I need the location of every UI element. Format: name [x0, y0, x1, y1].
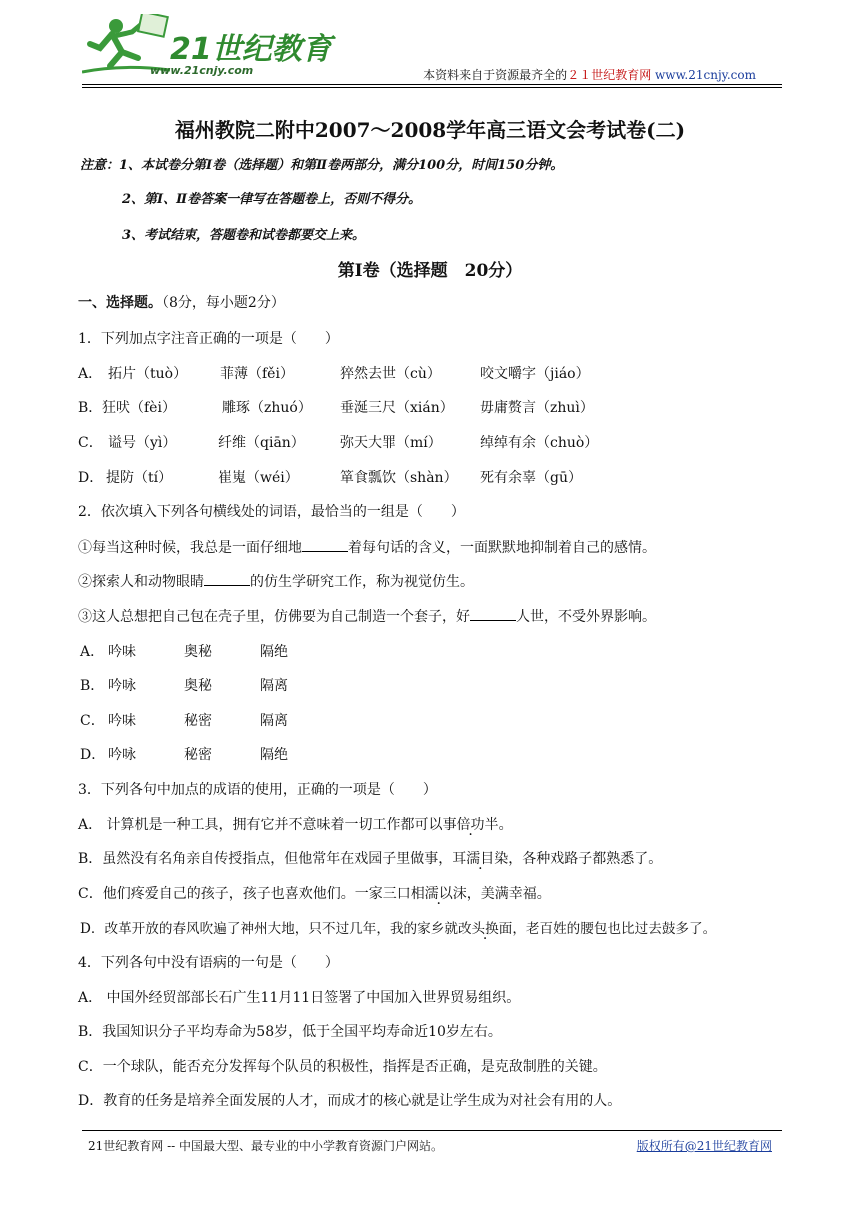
q1-option-b [78, 397, 594, 417]
option-label: A． [80, 644, 105, 660]
footer-copyright-link[interactable]: 版权所有@21世纪教育网 [636, 1139, 772, 1153]
option-item: 吟味 [108, 713, 136, 729]
footer-text: 21世纪教育网 -- 中国最大型、最专业的中小学教育资源门户网站。 [88, 1139, 444, 1153]
option-item: 吟咏 [108, 678, 136, 694]
option-item: 隔绝 [260, 644, 288, 660]
part-heading-title: 一、选择题。 [78, 295, 162, 311]
header-note-url[interactable]: www.21cnjy.com [655, 68, 756, 82]
sentence-part: C．他们疼爱自己的孩子，孩子也喜欢他们。一家三口 [78, 886, 411, 902]
option-item: 奥秘 [184, 644, 212, 660]
q4-option-c: C．一个球队，能否充分发挥每个队员的积极性，指挥是否正确，是克敌制胜的关键。 [78, 1059, 607, 1075]
q3-option-b [78, 848, 662, 868]
sentence-part: 的仿生学研究工作，称为视觉仿生。 [250, 574, 474, 590]
q1-stem: 1．下列加点字注音正确的一项是（ ） [78, 331, 339, 347]
logo-url: www.21cnjy.com [150, 64, 254, 77]
q1-option-d [78, 467, 582, 487]
option-label: A． [78, 366, 103, 382]
q4-option-d: D．教育的任务是培养全面发展的人才，而成才的核心就是让学生成为对社会有用的人。 [78, 1093, 622, 1109]
q4-option-b: B．我国知识分子平均寿命为58岁，低于全国平均寿命近10岁左右。 [78, 1024, 502, 1040]
option-label: D． [80, 747, 106, 763]
option-item: 垂涎三尺（xián） [340, 400, 454, 416]
option-item: 秘密 [184, 747, 212, 763]
option-label: C． [78, 435, 103, 451]
section-title: 第Ⅰ卷（选择题 20分） [337, 261, 523, 281]
page-title: 福州教院二附中2007～2008学年高三语文会考试卷(二) [174, 118, 686, 142]
sentence-part: B．虽然没有名角亲自传授指点，但他常年在戏园子里做事， [78, 851, 453, 867]
note-1: 注意：1、本试卷分第Ⅰ卷（选择题）和第Ⅱ卷两部分，满分100分，时间150分钟。 [80, 158, 564, 173]
footer-divider [82, 1130, 782, 1131]
option-label: D． [78, 470, 104, 486]
option-item: 吟咏 [108, 747, 136, 763]
q2-option-c [80, 710, 288, 730]
header-note [423, 66, 756, 83]
option-label: C． [80, 713, 105, 729]
option-item: 弥天大罪（mí） [340, 435, 442, 451]
sentence-part: D．改革开放的春风吹遍了神州大地，只不过几年，我的家乡就 [80, 921, 458, 937]
option-item: 隔离 [260, 678, 288, 694]
q2-option-a [80, 641, 288, 661]
sentence-part: ③这人总想把自己包在壳子里，仿佛要为自己制造一个套子，好 [78, 609, 470, 625]
header-note-prefix: 本资料来自于资源最齐全的 [423, 68, 568, 82]
q2-stem: 2．依次填入下列各句横线处的词语，最恰当的一组是（ ） [78, 504, 465, 520]
sentence-part: ①每当这种时候，我总是一面仔细地 [78, 540, 302, 556]
option-item: 雕琢（zhuó） [222, 400, 312, 416]
q4-stem: 4．下列各句中没有语病的一句是（ ） [78, 955, 339, 971]
option-item: 奥秘 [184, 678, 212, 694]
q2-sentence-3 [78, 606, 656, 626]
part-heading [78, 292, 285, 312]
option-label: B． [80, 678, 105, 694]
sentence-part: 着每句话的含义，一面默默地抑制着自己的感情。 [348, 540, 656, 556]
option-item: 提防（tí） [106, 470, 173, 486]
dotted-idiom: 耳濡目染 [452, 851, 509, 867]
option-item: 拓片（tuò） [108, 366, 188, 382]
header-divider [82, 84, 782, 85]
fill-blank [204, 571, 250, 586]
sentence-part: 。 [498, 817, 513, 833]
q1-option-c [78, 432, 599, 452]
option-item: 崔嵬（wéi） [218, 470, 299, 486]
q2-option-d [80, 744, 288, 764]
q3-option-a [78, 814, 513, 834]
q2-option-b [80, 675, 288, 695]
option-label: B． [78, 400, 103, 416]
option-item: 猝然去世（cù） [340, 366, 441, 382]
q1-option-a [78, 363, 590, 383]
option-item: 绰绰有余（chuò） [480, 435, 599, 451]
option-item: 隔离 [260, 713, 288, 729]
q3-option-d [80, 917, 716, 937]
option-item: 咬文嚼字（jiáo） [480, 366, 590, 382]
q4-option-a: A． 中国外经贸部部长石广生11月11日签署了中国加入世界贸易组织。 [78, 990, 521, 1006]
option-item: 菲薄（fěi） [220, 366, 294, 382]
fill-blank [470, 606, 516, 621]
dotted-idiom: 相濡以沫 [410, 886, 467, 902]
option-item: 箪食瓢饮（shàn） [340, 470, 458, 486]
dotted-idiom: 改头换面 [457, 921, 513, 937]
option-item: 狂吠（fèi） [102, 400, 176, 416]
q2-sentence-2 [78, 571, 474, 591]
q3-option-c [78, 883, 551, 903]
sentence-part: ，各种戏路子都熟悉了。 [508, 851, 663, 867]
option-item: 吟味 [108, 644, 136, 660]
q2-sentence-1 [78, 537, 656, 557]
note-3: 3、考试结束，答题卷和试卷都要交上来。 [122, 228, 366, 243]
option-item: 秘密 [184, 713, 212, 729]
sentence-part: ，美满幸福。 [466, 886, 551, 902]
option-item: 谥号（yì） [108, 435, 177, 451]
option-item: 死有余辜（gū） [480, 470, 582, 486]
option-item: 纤维（qiān） [218, 435, 305, 451]
part-heading-note: （8分，每小题2分） [162, 295, 285, 311]
fill-blank [302, 537, 348, 552]
q3-stem: 3．下列各句中加点的成语的使用，正确的一项是（ ） [78, 782, 437, 798]
option-item: 隔绝 [260, 747, 288, 763]
header-note-site[interactable]: ２１世纪教育网 [567, 68, 652, 82]
sentence-part: ，老百姓的腰包也比过去鼓多了。 [512, 921, 717, 937]
sentence-part: 人世，不受外界影响。 [516, 609, 656, 625]
header-divider-thin [82, 87, 782, 88]
dotted-idiom: 事倍功半 [442, 817, 499, 833]
sentence-part: A． 计算机是一种工具，拥有它并不意味着一切工作都可以 [78, 817, 443, 833]
sentence-part: ②探索人和动物眼睛 [78, 574, 204, 590]
logo-text: 21世纪教育 [170, 32, 332, 67]
option-item: 毋庸赘言（zhuì） [480, 400, 594, 416]
note-2: 2、第Ⅰ、Ⅱ卷答案一律写在答题卷上，否则不得分。 [122, 192, 422, 207]
